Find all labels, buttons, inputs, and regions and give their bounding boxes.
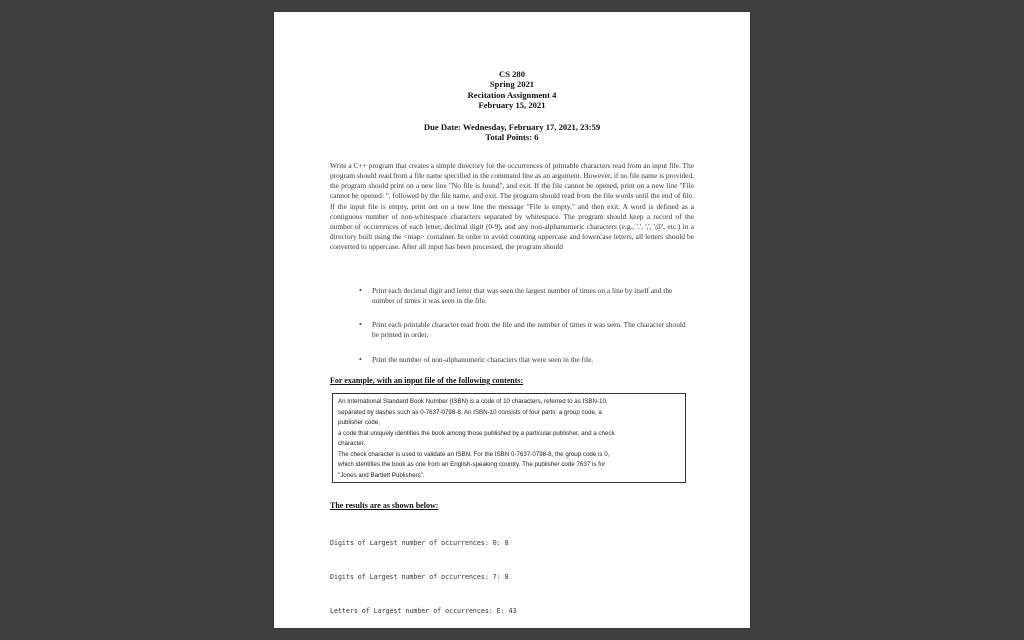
results-heading: The results are as shown below:	[330, 501, 439, 510]
list-item: • Print the number of non-alphanumeric characters that were seen in the file.	[330, 355, 694, 365]
example-line: "Jones and Bartlett Publishers".	[338, 471, 425, 479]
example-line: The check character is used to validate an ISBN. For the ISBN 0-7637-0798-8, the group code is 0,	[338, 450, 610, 458]
example-line: publisher code,	[338, 419, 380, 426]
term: Spring 2021	[489, 79, 535, 90]
result-line: Digits of Largest number of occurrences: 0: 8	[330, 539, 509, 548]
document-header	[274, 69, 750, 111]
document-page	[274, 12, 750, 628]
due-block	[274, 122, 750, 143]
example-heading: For example, with an input file of the following contents:	[330, 376, 524, 385]
example-input-box	[332, 393, 686, 483]
list-item: • Print each decimal digit and letter that was seen the largest number of times on a line by itself and the number of times it was seen in the file.	[330, 286, 694, 306]
example-line: separated by dashes such as 0-7637-0798-8. An ISBN-10 consists of four parts: a group code, a	[338, 408, 602, 416]
assignment-title: Recitation Assignment 4	[467, 89, 557, 100]
assignment-date: February 15, 2021	[478, 100, 546, 111]
total-points: Total Points: 6	[485, 132, 539, 143]
example-line: character.	[338, 440, 366, 447]
instructions-paragraph: Write a C++ program that creates a simple directory for the occurrences of printable characters read from an input file. The program should read from a file name specified in the command line as an argument. However, if no file name is provided, the program should print on a new line "No file is found", and exit. If the file cannot be opened, print on a new line "File cannot be opened: ", followed by the file name, and exit. The program should read from the file words until the end of file. If the input file is empty, print out on a new line the message "File is empty." and then exit. A word is defined as a contiguous number of non-whitespace characters separated by whitespace. The program should keep a record of the number of occurrences of each letter, decimal digit (0-9), and any non-alphanumeric characters (e.g., '.', ',', '@', etc.) in a directory built using the <map> container. In order to avoid counting uppercase and lowercase letters, all letters should be converted to uppercase. After all input has been processed, the program should	[330, 161, 694, 252]
result-line: Digits of Largest number of occurrences: 7: 8	[330, 573, 509, 582]
results-output	[330, 516, 517, 639]
due-date: Due Date: Wednesday, February 17, 2021, 23:59	[423, 122, 601, 132]
list-item: • Print each printable character read from the file and the number of times it was seen. The character should be printed in order.	[330, 320, 694, 340]
example-line: a code that uniquely identifies the book among those published by a particular publisher, and a check	[338, 429, 615, 437]
course-title: CS 280	[498, 69, 526, 79]
result-line: Letters of Largest number of occurrences: E: 43	[330, 606, 517, 615]
requirements-list	[330, 286, 694, 379]
example-line: which identifies the book as one from an English-speaking country. The publisher code 7637 is for	[338, 461, 606, 468]
example-line: An International Standard Book Number (ISBN) is a code of 10 characters, referred to as ISBN-10,	[338, 398, 608, 405]
